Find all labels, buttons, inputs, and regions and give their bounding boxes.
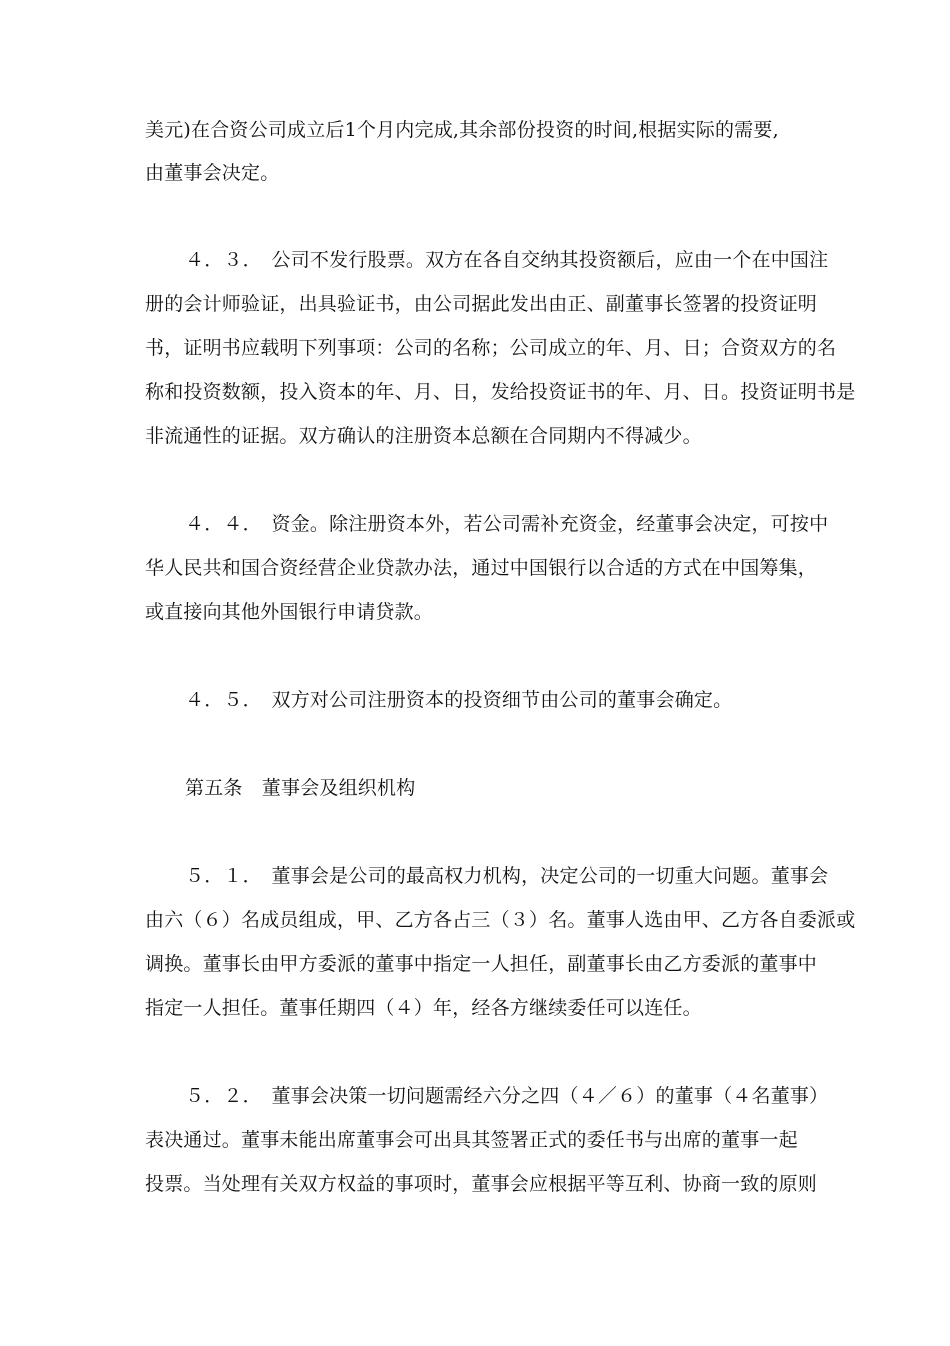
- text-line: 册的会计师验证，出具验证书，由公司据此发出由正、副董事长签署的投资证明: [145, 293, 818, 315]
- text-line: 美元)在合资公司成立后1个月内完成,其余部份投资的时间,根据实际的需要,: [145, 119, 779, 141]
- clause-4-4-heading-line: ４．４． 资金。除注册资本外，若公司需补充资金，经董事会决定，可按中: [185, 513, 829, 535]
- text-line: 非流通性的证据。双方确认的注册资本总额在合同期内不得减少。: [145, 425, 702, 447]
- clause-4-5-line: ４．５． 双方对公司注册资本的投资细节由公司的董事会确定。: [185, 689, 733, 711]
- text-line: 华人民共和国合资经营企业贷款办法，通过中国银行以合适的方式在中国筹集，: [145, 557, 818, 579]
- clause-5-2-heading-line: ５．２． 董事会决策一切问题需经六分之四（４／６）的董事（４名董事）: [185, 1085, 829, 1107]
- text-line: 或直接向其他外国银行申请贷款。: [145, 601, 434, 623]
- text-line: 表决通过。董事未能出席董事会可出具其签署正式的委任书与出席的董事一起: [145, 1129, 798, 1151]
- text-line: 书，证明书应载明下列事项：公司的名称；公司成立的年、月、日；合资双方的名: [145, 337, 837, 359]
- text-line: 投票。当处理有关双方权益的事项时，董事会应根据平等互利、协商一致的原则: [145, 1173, 818, 1195]
- article-5-heading: 第五条 董事会及组织机构: [185, 777, 416, 799]
- text-line: 由六（６）名成员组成，甲、乙方各占三（３）名。董事人选由甲、乙方各自委派或: [145, 909, 856, 931]
- clause-4-3-heading-line: ４．３． 公司不发行股票。双方在各自交纳其投资额后，应由一个在中国注: [185, 249, 829, 271]
- text-line: 由董事会决定。: [145, 162, 280, 184]
- text-line: 调换。董事长由甲方委派的董事中指定一人担任，副董事长由乙方委派的董事中: [145, 953, 818, 975]
- clause-5-1-heading-line: ５．１． 董事会是公司的最高权力机构，决定公司的一切重大问题。董事会: [185, 865, 829, 887]
- text-line: 称和投资数额，投入资本的年、月、日，发给投资证书的年、月、日。投资证明书是: [145, 381, 856, 403]
- text-line: 指定一人担任。董事任期四（４）年，经各方继续委任可以连任。: [145, 997, 702, 1019]
